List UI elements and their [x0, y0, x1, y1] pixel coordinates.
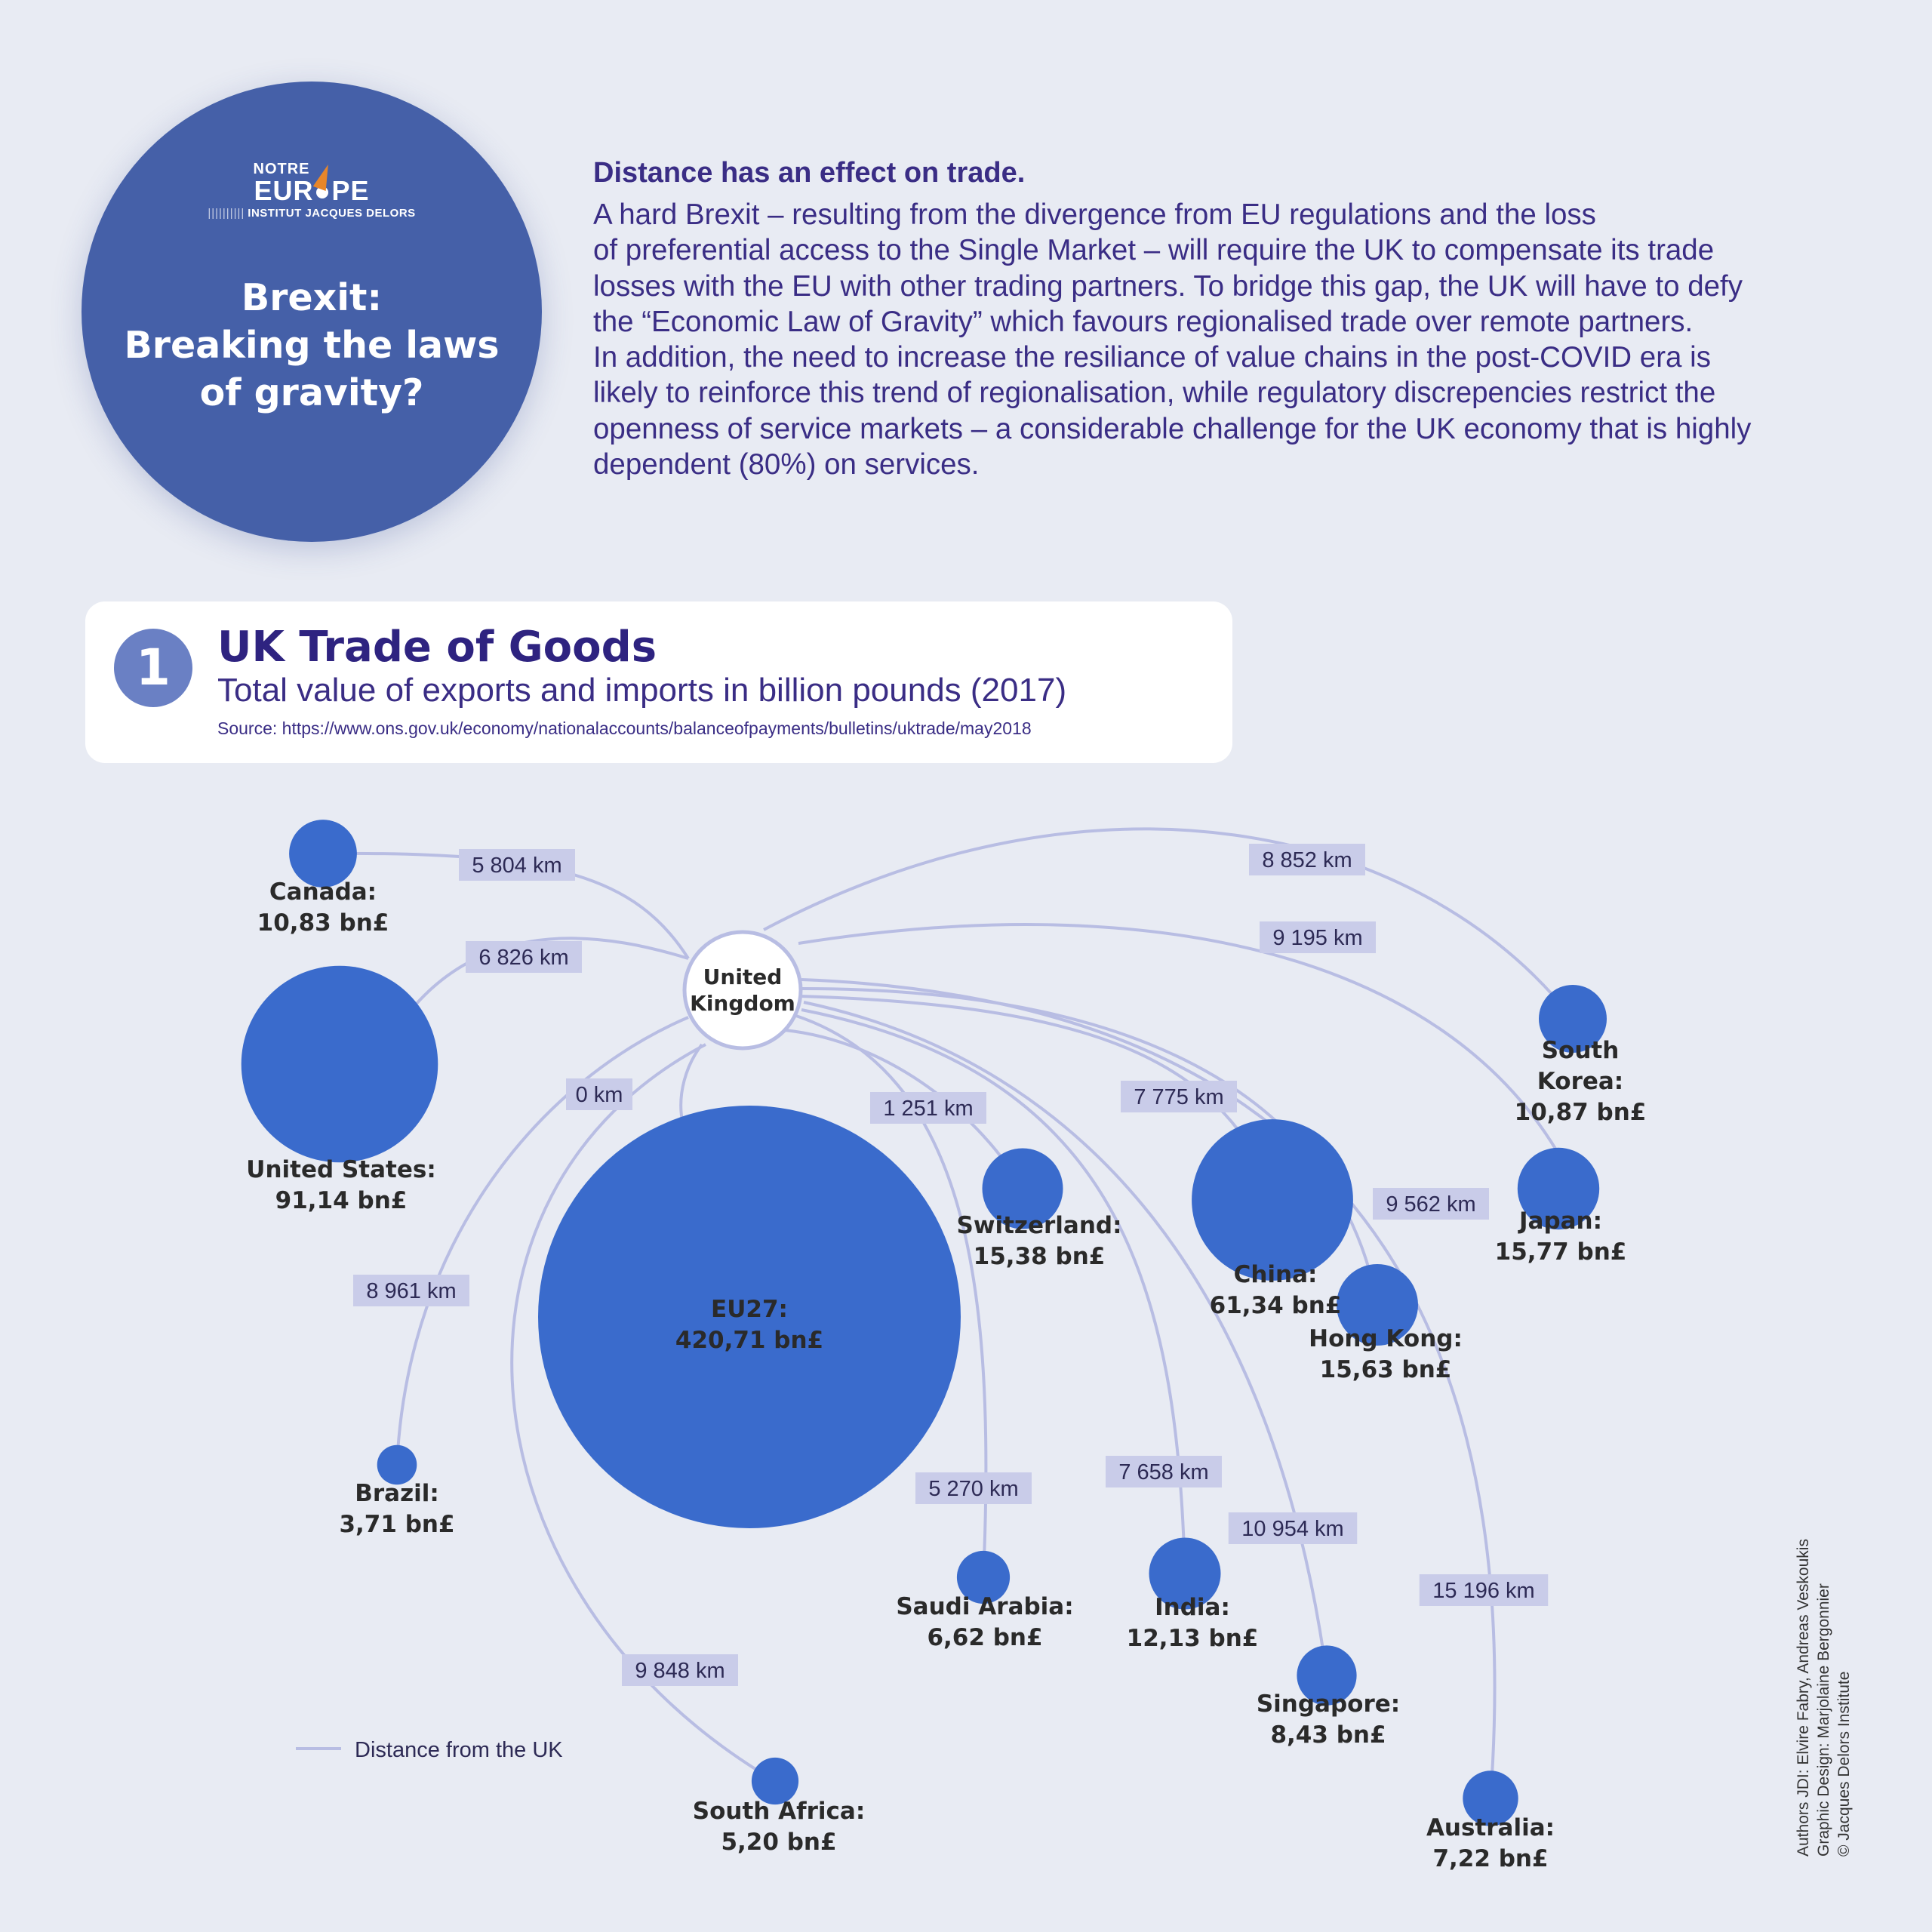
partner-value: 5,20 bn£ [721, 1829, 837, 1856]
distance-label-japan [1260, 921, 1376, 953]
partner-value: 15,38 bn£ [973, 1243, 1106, 1270]
distance-label-text: 5 270 km [928, 1477, 1019, 1501]
partner-name: Singapore: [1256, 1690, 1401, 1718]
partner-name: Hong Kong: [1309, 1325, 1463, 1352]
uk-label-line: United [703, 964, 783, 989]
section-source: Source: https://www.ons.gov.uk/economy/nationalaccounts/balanceofpayments/bulletins/uktrade/may2018 [217, 718, 1032, 738]
partner-value: 61,34 bn£ [1209, 1292, 1342, 1319]
partner-value: 10,87 bn£ [1514, 1099, 1647, 1126]
distance-label-hong-kong [1373, 1188, 1489, 1220]
partner-name: India: [1155, 1594, 1230, 1621]
legend [296, 1738, 563, 1762]
distance-label-text: 8 852 km [1262, 848, 1352, 872]
main-title-line: Brexit: [241, 276, 383, 319]
partner-value: 12,13 bn£ [1126, 1625, 1259, 1652]
partner-value: 6,62 bn£ [927, 1624, 1043, 1651]
distance-label-south-africa [622, 1654, 738, 1686]
partner-label-brazil [339, 1480, 454, 1538]
partner-value: 10,83 bn£ [257, 909, 389, 937]
partner-name: Canada: [269, 878, 377, 906]
distance-label-australia [1420, 1574, 1549, 1606]
bubble-united-states [242, 966, 438, 1163]
distance-label-text: 5 804 km [472, 854, 562, 878]
bubble-brazil [377, 1445, 417, 1485]
distance-label-text: 9 562 km [1386, 1192, 1476, 1217]
intro-line: openness of service markets – a considerable challenge for the UK economy that is highly [593, 412, 1752, 445]
partner-name: Brazil: [355, 1480, 439, 1507]
bubble-canada [289, 820, 357, 888]
uk-label-line: Kingdom [690, 991, 795, 1016]
partner-name: South Africa: [692, 1798, 866, 1825]
intro-line: losses with the EU with other trading partners. To bridge this gap, the UK will have to defy [593, 269, 1743, 303]
main-title-line: Breaking the laws [124, 324, 500, 367]
logo-word-eur: EUR [254, 175, 314, 206]
intro-line: the “Economic Law of Gravity” which favours regionalised trade over remote partners. [593, 305, 1694, 338]
distance-label-text: 7 775 km [1134, 1085, 1224, 1109]
partner-label-switzerland [957, 1212, 1122, 1270]
distance-label-india [1106, 1456, 1222, 1487]
partner-label-united-states [246, 1156, 435, 1214]
partner-name: United States: [246, 1156, 436, 1183]
intro-line: dependent (80%) on services. [593, 448, 980, 481]
partner-value: 420,71 bn£ [675, 1327, 824, 1354]
partner-value: 15,77 bn£ [1494, 1238, 1627, 1266]
partner-name: Korea: [1537, 1068, 1624, 1095]
distance-label-brazil [353, 1275, 469, 1306]
partner-name: Australia: [1426, 1814, 1555, 1841]
credit-authors: Authors JDI: Elvire Fabry, Andreas Veskoukis [1795, 1539, 1812, 1857]
distance-label-text: 9 195 km [1272, 926, 1363, 950]
uk-center-node [685, 932, 801, 1048]
partner-name: Switzerland: [956, 1212, 1122, 1239]
legend-label: Distance from the UK [355, 1738, 563, 1762]
distance-label-text: 15 196 km [1432, 1579, 1535, 1603]
logo-line-1: NOTRE [253, 161, 310, 177]
logo-word-institut: INSTITUT [248, 207, 302, 220]
partner-value: 15,63 bn£ [1319, 1356, 1452, 1383]
partner-label-south-korea [1515, 1037, 1647, 1126]
section-subtitle: Total value of exports and imports in billion pounds (2017) [217, 672, 1067, 709]
logo-bars-icon: |||||||||| [208, 207, 245, 220]
partner-value: 3,71 bn£ [339, 1511, 455, 1538]
distance-label-china [1121, 1081, 1237, 1112]
logo-word-pe: PE [331, 175, 370, 206]
intro-line: A hard Brexit – resulting from the divergence from EU regulations and the loss [593, 198, 1596, 231]
partner-name: China: [1233, 1261, 1318, 1288]
section-number-badge: 1 [114, 629, 192, 707]
partner-name: Saudi Arabia: [896, 1593, 1074, 1620]
partner-label-china [1210, 1261, 1342, 1319]
partner-label-india [1127, 1594, 1259, 1652]
distance-label-text: 9 848 km [635, 1659, 725, 1683]
partner-label-south-africa [693, 1798, 865, 1856]
distance-label-text: 0 km [575, 1083, 623, 1107]
credits [1793, 1539, 1854, 1857]
partner-label-japan [1495, 1208, 1627, 1266]
distance-label-text: 8 961 km [366, 1279, 457, 1303]
partner-name: Japan: [1518, 1208, 1603, 1235]
partner-label-singapore [1257, 1690, 1400, 1749]
distance-label-text: 10 954 km [1241, 1517, 1344, 1541]
intro-line: In addition, the need to increase the resiliance of value chains in the post-COVID era is [593, 341, 1711, 374]
distance-label-united-states [466, 941, 582, 973]
credit-design: Graphic Design: Marjolaine Bergonnier [1815, 1583, 1832, 1857]
distance-label-south-korea [1249, 844, 1365, 875]
partner-value: 7,22 bn£ [1432, 1845, 1549, 1872]
distance-label-switzerland [870, 1092, 986, 1124]
intro-title: Distance has an effect on trade. [593, 157, 1026, 189]
intro-line: likely to reinforce this trend of regionalisation, while regulatory discrepencies restrict the [593, 377, 1716, 410]
partner-label-saudi-arabia [896, 1593, 1073, 1651]
bubble-china [1192, 1119, 1353, 1281]
section-title: UK Trade of Goods [217, 623, 657, 672]
distance-label-saudi-arabia [915, 1472, 1032, 1504]
distance-label-eu27 [566, 1078, 632, 1110]
partner-name: South [1541, 1037, 1620, 1064]
partner-label-australia [1426, 1814, 1555, 1872]
distance-line-japan [798, 924, 1568, 1171]
partner-name: EU27: [711, 1296, 788, 1323]
distance-label-canada [459, 849, 575, 881]
uk-circle [685, 932, 801, 1048]
logo-word-jacques-delors: JACQUES DELORS [305, 207, 416, 220]
distance-label-text: 1 251 km [883, 1097, 974, 1121]
distance-label-text: 7 658 km [1118, 1460, 1209, 1484]
credit-copyright: © Jacques Delors Institute [1835, 1671, 1853, 1857]
main-title-line: of gravity? [199, 371, 424, 414]
partner-value: 91,14 bn£ [275, 1187, 408, 1214]
distance-label-text: 6 826 km [478, 946, 569, 970]
intro-line: of preferential access to the Single Market – will require the UK to compensate its trade [593, 234, 1715, 267]
partner-label-canada [257, 878, 389, 937]
distance-label-singapore [1229, 1512, 1358, 1544]
partner-value: 8,43 bn£ [1270, 1721, 1386, 1749]
